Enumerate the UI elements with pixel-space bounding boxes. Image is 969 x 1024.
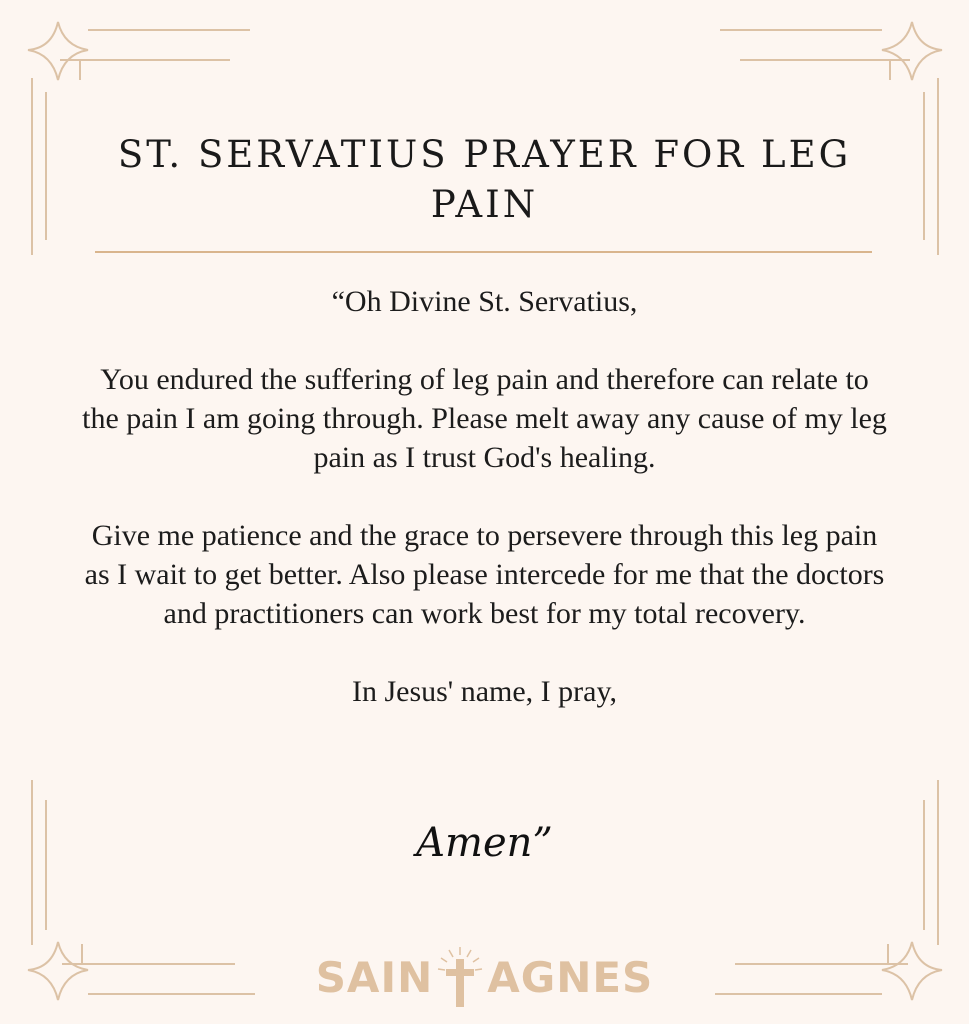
brand-logo	[0, 945, 969, 1009]
prayer-closing: Amen”	[416, 820, 553, 866]
cross-sunburst-icon	[435, 945, 485, 1009]
prayer-paragraph: You endured the suffering of leg pain and therefore can relate to the pain I am going through. Please melt away any cause of my leg pain as I trust God's healing.	[82, 363, 887, 474]
logo-text-left: SAIN	[315, 952, 434, 1002]
prayer-text	[80, 282, 889, 750]
prayer-paragraph: In Jesus' name, I pray,	[351, 675, 618, 708]
title-divider	[95, 251, 872, 253]
prayer-paragraph: Give me patience and the grace to persevere through this leg pain as I wait to get better. Also please intercede for me that the doctors and practitioners can work best for my total recovery.	[84, 519, 885, 630]
page-title: ST. SERVATIUS PRAYER FOR LEG PAIN	[117, 133, 852, 226]
logo-text-right: AGNES	[487, 952, 654, 1002]
prayer-paragraph: “Oh Divine St. Servatius,	[331, 285, 638, 318]
